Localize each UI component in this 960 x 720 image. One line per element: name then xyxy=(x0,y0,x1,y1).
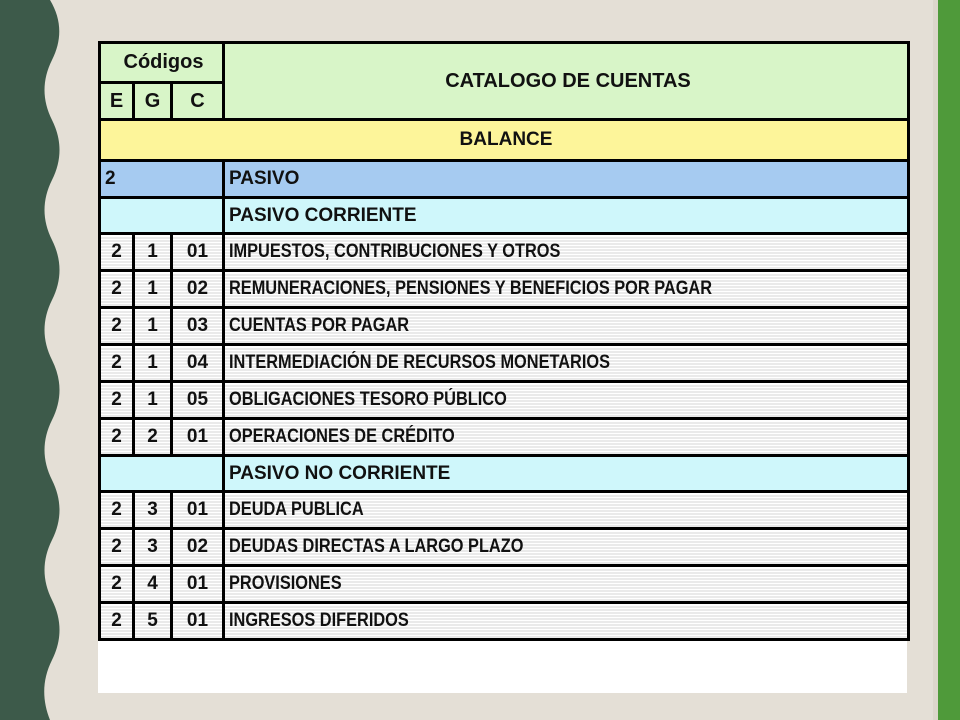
cell-c: 01 xyxy=(172,234,224,271)
table-row xyxy=(100,529,909,566)
pasivo-label: PASIVO xyxy=(224,161,909,198)
cell-e: 2 xyxy=(100,382,134,419)
cell-g: 3 xyxy=(134,529,172,566)
table-row xyxy=(100,492,909,529)
header-row-codes xyxy=(100,43,909,83)
account-name: CUENTAS POR PAGAR xyxy=(229,315,410,336)
account-name: INTERMEDIACIÓN DE RECURSOS MONETARIOS xyxy=(229,352,610,373)
catalog-table-container xyxy=(98,41,907,693)
cell-account-name xyxy=(224,419,909,456)
cell-g: 4 xyxy=(134,566,172,603)
cell-e: 2 xyxy=(100,345,134,382)
account-name: DEUDAS DIRECTAS A LARGO PLAZO xyxy=(229,536,524,557)
column-c-header: C xyxy=(172,83,224,120)
account-name: REMUNERACIONES, PENSIONES Y BENEFICIOS POR PAGAR xyxy=(229,278,713,299)
cell-c: 04 xyxy=(172,345,224,382)
cell-c: 03 xyxy=(172,308,224,345)
cell-account-name xyxy=(224,234,909,271)
pasivo-code: 2 xyxy=(100,161,224,198)
left-wavy-band xyxy=(0,0,80,720)
cell-g: 1 xyxy=(134,382,172,419)
cell-e: 2 xyxy=(100,419,134,456)
account-name: INGRESOS DIFERIDOS xyxy=(229,610,409,631)
cell-c: 01 xyxy=(172,603,224,640)
table-row xyxy=(100,419,909,456)
column-g-header: G xyxy=(134,83,172,120)
cell-e: 2 xyxy=(100,308,134,345)
cell-e: 2 xyxy=(100,492,134,529)
cell-account-name xyxy=(224,271,909,308)
cell-c: 01 xyxy=(172,566,224,603)
table-row xyxy=(100,566,909,603)
table-row xyxy=(100,345,909,382)
cell-g: 2 xyxy=(134,419,172,456)
cell-c: 02 xyxy=(172,529,224,566)
balance-row xyxy=(100,120,909,161)
section-label-corriente: PASIVO CORRIENTE xyxy=(224,198,909,234)
cell-e: 2 xyxy=(100,234,134,271)
cell-account-name xyxy=(224,566,909,603)
section-label-no-corriente: PASIVO NO CORRIENTE xyxy=(224,456,909,492)
cell-account-name xyxy=(224,492,909,529)
cell-account-name xyxy=(224,603,909,640)
cell-c: 01 xyxy=(172,419,224,456)
account-name: OBLIGACIONES TESORO PÚBLICO xyxy=(229,389,507,410)
catalog-header: CATALOGO DE CUENTAS xyxy=(224,43,909,120)
section-code-empty xyxy=(100,198,224,234)
cell-g: 1 xyxy=(134,345,172,382)
section-row-corriente xyxy=(100,198,909,234)
table-row xyxy=(100,234,909,271)
cell-g: 1 xyxy=(134,234,172,271)
balance-label: BALANCE xyxy=(100,120,909,161)
table-row xyxy=(100,603,909,640)
cell-g: 1 xyxy=(134,308,172,345)
cell-g: 5 xyxy=(134,603,172,640)
cell-c: 02 xyxy=(172,271,224,308)
table-row xyxy=(100,308,909,345)
cell-e: 2 xyxy=(100,529,134,566)
cell-g: 1 xyxy=(134,271,172,308)
section-row-no-corriente xyxy=(100,456,909,492)
cell-account-name xyxy=(224,382,909,419)
table-row xyxy=(100,271,909,308)
cell-account-name xyxy=(224,529,909,566)
cell-account-name xyxy=(224,345,909,382)
account-name: DEUDA PUBLICA xyxy=(229,499,364,520)
cell-account-name xyxy=(224,308,909,345)
section-code-empty xyxy=(100,456,224,492)
column-e-header: E xyxy=(100,83,134,120)
cell-e: 2 xyxy=(100,566,134,603)
cell-c: 01 xyxy=(172,492,224,529)
table-row xyxy=(100,382,909,419)
catalog-table xyxy=(98,41,910,641)
account-name: OPERACIONES DE CRÉDITO xyxy=(229,426,455,447)
codes-header: Códigos xyxy=(100,43,224,83)
pasivo-row xyxy=(100,161,909,198)
cell-c: 05 xyxy=(172,382,224,419)
account-name: PROVISIONES xyxy=(229,573,342,594)
right-green-band xyxy=(938,0,960,720)
cell-e: 2 xyxy=(100,603,134,640)
account-name: IMPUESTOS, CONTRIBUCIONES Y OTROS xyxy=(229,241,561,262)
cell-g: 3 xyxy=(134,492,172,529)
cell-e: 2 xyxy=(100,271,134,308)
